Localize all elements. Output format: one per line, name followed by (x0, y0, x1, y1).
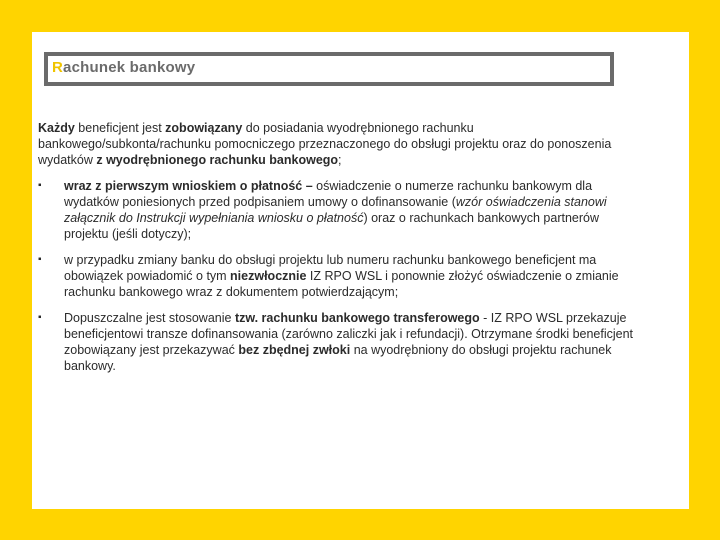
bullet-bold: bez zbędnej zwłoki (238, 343, 351, 357)
bullet-bold: wraz z pierwszym wnioskiem o płatność – (64, 179, 313, 193)
intro-bold-5: z wyodrębnionego rachunku bankowego (96, 153, 339, 167)
bullet-icon: ▪ (38, 312, 42, 323)
bullet-bold: niezwłocznie (230, 269, 307, 283)
intro-bold-3: zobowiązany (165, 121, 243, 135)
intro-text-4: do posiadania wyodrębnionego rachunku bankowego/subkonta/rachunku pomocniczego przeznaczonego do obsługi projektu oraz do ponoszenia wydatków (38, 121, 612, 167)
bullet-text: Dopuszczalne jest stosowanie (64, 311, 235, 325)
list-item (38, 310, 638, 374)
intro-text-2: beneficjent jest (74, 121, 166, 135)
bullet-bold: tzw. rachunku bankowego transferowego (234, 311, 480, 325)
title-first-letter: R (52, 59, 64, 76)
slide-title (52, 59, 195, 76)
bullet-italic: wzór oświadczenia stanowi załącznik do Instrukcji wypełniania wniosku o płatność (64, 195, 607, 225)
bullet-text: oświadczenie o numerze rachunku bankowym dla wydatków poniesionych przed podpisaniem umowy o dofinansowanie ( (64, 179, 593, 209)
list-item (38, 178, 638, 242)
bullet-text: IZ RPO WSL i ponownie złożyć oświadczenie o zmianie rachunku bankowego wraz z dokumentem potwierdzającym; (64, 269, 619, 299)
bullet-text: ) oraz o rachunkach bankowych partnerów projektu (jeśli dotyczy); (64, 211, 600, 241)
bullet-list (38, 178, 638, 374)
bullet-text: na wyodrębniony do obsługi projektu rachunek bankowy. (64, 343, 612, 373)
bullet-text: - IZ RPO WSL przekazuje beneficjentowi transze dofinansowania (zarówno zaliczki jak i refundacji). Otrzymane środki beneficjent zobowiązany jest przekazywać (64, 311, 634, 357)
bullet-icon: ▪ (38, 180, 42, 191)
intro-paragraph (38, 120, 638, 168)
title-rest: achunek bankowy (63, 59, 196, 76)
content (38, 120, 638, 384)
bullet-icon: ▪ (38, 254, 42, 265)
list-item (38, 252, 638, 300)
intro-text-6: ; (338, 153, 342, 167)
slide (32, 32, 689, 509)
title-box (44, 52, 614, 86)
bullet-text: w przypadku zmiany banku do obsługi projektu lub numeru rachunku bankowego beneficjent ma obowiązek powiadomić o tym (64, 253, 597, 283)
intro-bold-1: Każdy (38, 121, 75, 135)
